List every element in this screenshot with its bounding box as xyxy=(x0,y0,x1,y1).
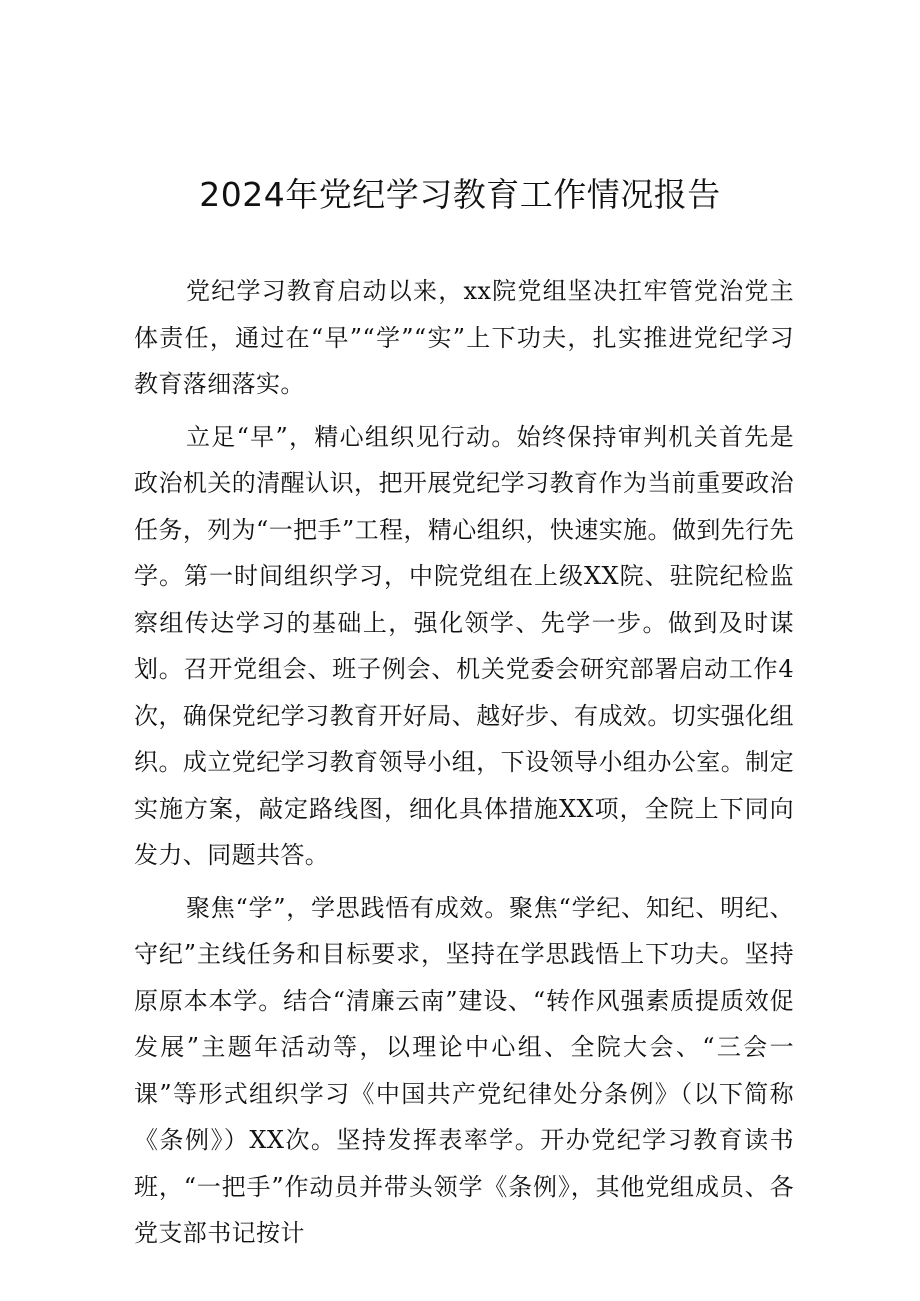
paragraph-study: 聚焦“学”，学思践悟有成效。聚焦“学纪、知纪、明纪、守纪”主线任务和目标要求，坚持在学思践悟上下功夫。坚持原原本本学。结合“清廉云南”建设、“转作风强素质提质效促发展”主题年活动等，以理论中心组、全院大会、“三会一课”等形式组织学习《中国共产党纪律处分条例》（以下简称《条例》）XX次。坚持发挥表率学。开办党纪学习教育读书班，“一把手”作动员并带头领学《条例》，其他党组成员、各党支部书记按计 xyxy=(134,893,794,1247)
paragraph-intro: 党纪学习教育启动以来，xx院党组坚决扛牢管党治党主体责任，通过在“早”“学”“实”上下功夫，扎实推进党纪学习教育落细落实。 xyxy=(134,277,794,398)
document-title: 2024年党纪学习教育工作情况报告 xyxy=(199,175,721,214)
document-body xyxy=(134,268,794,1263)
paragraph-early: 立足“早”，精心组织见行动。始终保持审判机关首先是政治机关的清醒认识，把开展党纪学习教育作为当前重要政治任务，列为“一把手”工程，精心组织，快速实施。做到先行先学。第一时间组织学习，中院党组在上级XX院、驻院纪检监察组传达学习的基础上，强化领学、先学一步。做到及时谋划。召开党组会、班子例会、机关党委会研究部署启动工作4次，确保党纪学习教育开好局、越好步、有成效。切实强化组织。成立党纪学习教育领导小组，下设领导小组办公室。制定实施方案，敲定路线图，细化具体措施XX项，全院上下同向发力、同题共答。 xyxy=(134,422,794,869)
